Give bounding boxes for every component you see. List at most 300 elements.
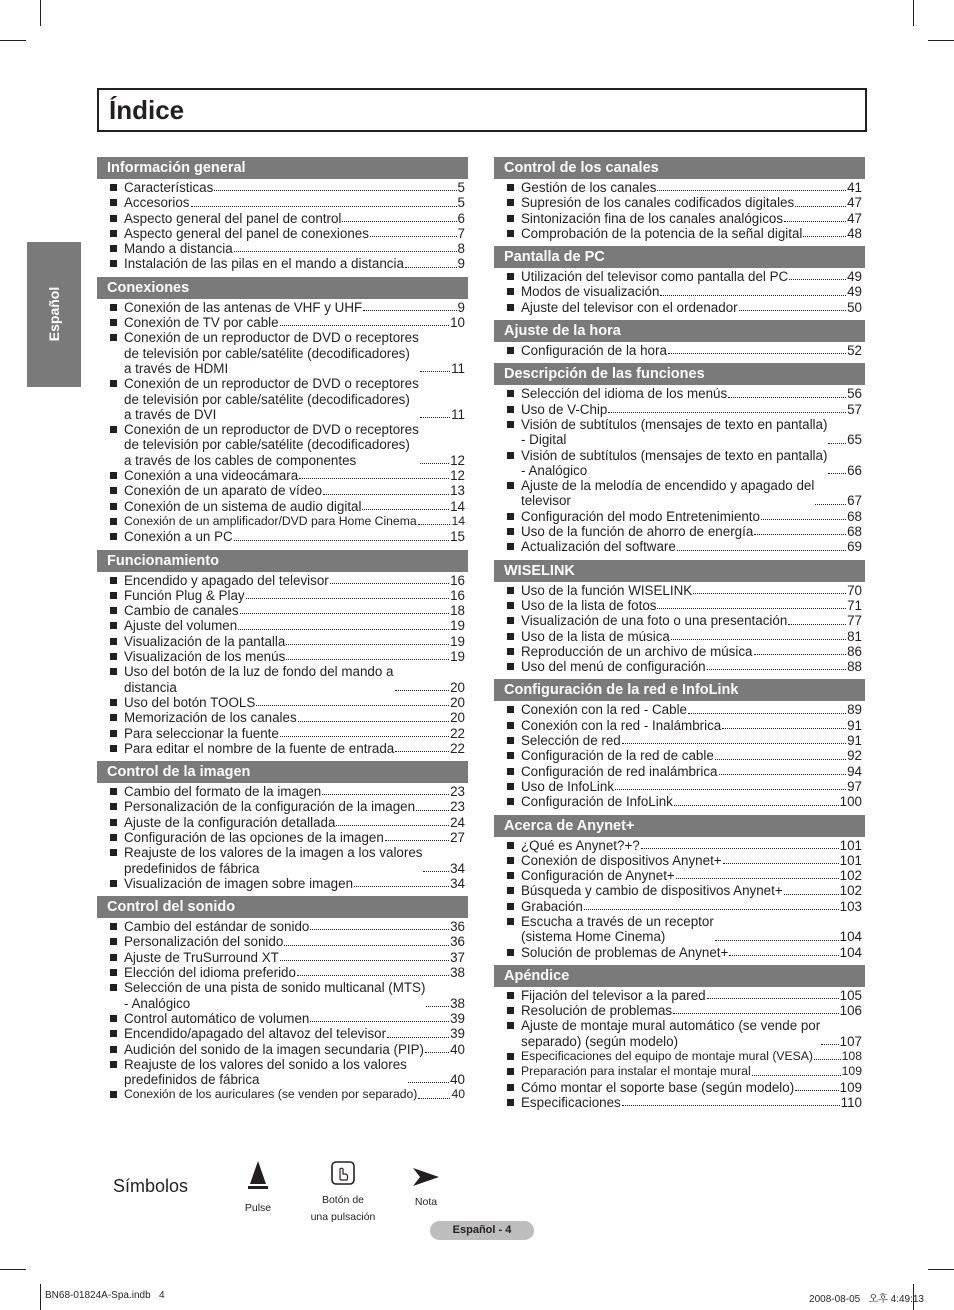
toc-entry bbox=[494, 764, 865, 779]
toc-entry bbox=[494, 269, 865, 284]
toc-entry-page: 103 bbox=[839, 898, 862, 914]
dot-leader bbox=[286, 659, 449, 660]
toc-entry-page: 9 bbox=[457, 299, 465, 315]
toc-list bbox=[494, 386, 865, 554]
toc-entry-title: Visualización de los menús bbox=[124, 649, 286, 665]
toc-entry-title: Selección de una pista de sonido multicanal (MTS) - Analógico bbox=[124, 980, 426, 1011]
toc-entry-title: Personalización de la configuración de la imagen bbox=[124, 799, 416, 815]
toc-entry bbox=[494, 583, 865, 598]
toc-entry bbox=[97, 256, 468, 271]
toc-entry-page: 20 bbox=[450, 679, 465, 695]
toc-entry-page: 109 bbox=[841, 1064, 862, 1079]
dot-leader bbox=[405, 267, 457, 268]
toc-entry-page: 70 bbox=[847, 582, 862, 598]
dot-leader bbox=[246, 598, 450, 599]
toc-entry bbox=[97, 376, 468, 422]
toc-entry bbox=[97, 710, 468, 725]
section-heading: Acerca de Anynet+ bbox=[494, 815, 865, 837]
toc-entry-title: Ajuste del televisor con el ordenador bbox=[521, 299, 738, 315]
note-arrow-icon bbox=[411, 1166, 441, 1188]
toc-entry-title: Para editar el nombre de la fuente de entrada bbox=[124, 740, 395, 756]
toc-entry-page: 47 bbox=[847, 210, 862, 226]
toc-entry-title: Conexión con la red - Cable bbox=[521, 702, 687, 718]
toc-entry-page: 14 bbox=[450, 498, 465, 514]
toc-entry bbox=[494, 883, 865, 898]
toc-entry-title: Conexión a un PC bbox=[124, 529, 233, 545]
toc-entry-page: 5 bbox=[457, 195, 465, 211]
dot-leader bbox=[297, 975, 449, 976]
page-title: Índice bbox=[109, 95, 185, 125]
toc-entry-title: Selección de red bbox=[521, 733, 621, 749]
toc-entry-title: Cambio del estándar de sonido bbox=[124, 919, 310, 935]
toc-entry bbox=[97, 588, 468, 603]
dot-leader bbox=[354, 886, 449, 887]
toc-entry-title: Reajuste de los valores del sonido a los valores predefinidos de fábrica bbox=[124, 1056, 407, 1088]
toc-entry-page: 89 bbox=[847, 702, 862, 718]
symbols-legend bbox=[113, 1160, 463, 1230]
dot-leader bbox=[688, 713, 846, 714]
toc-list bbox=[97, 573, 468, 757]
toc-entry-page: 19 bbox=[450, 618, 465, 634]
toc-section bbox=[494, 560, 865, 675]
toc-entry bbox=[97, 815, 468, 830]
toc-entry-page: 16 bbox=[450, 587, 465, 603]
toc-entry-page: 52 bbox=[847, 343, 862, 359]
toc-entry bbox=[494, 644, 865, 659]
toc-entry bbox=[97, 603, 468, 618]
toc-entry-title: Gestión de los canales bbox=[521, 180, 657, 195]
section-heading: Control de la imagen bbox=[97, 761, 468, 783]
section-heading: Descripción de las funciones bbox=[494, 363, 865, 385]
dot-leader bbox=[719, 774, 847, 775]
toc-entry-title: Encendido/apagado del altavoz del televisor bbox=[124, 1026, 387, 1042]
toc-entry bbox=[494, 853, 865, 868]
toc-entry-title: Uso del botón de la luz de fondo del mando a distancia bbox=[124, 664, 394, 695]
toc-entry-page: 57 bbox=[847, 401, 862, 417]
toc-entry-page: 104 bbox=[839, 929, 862, 945]
toc-left-column bbox=[97, 157, 468, 1108]
toc-entry-title: Configuración de la red de cable bbox=[521, 748, 714, 764]
toc-entry bbox=[97, 1042, 468, 1057]
toc-entry bbox=[494, 794, 865, 809]
toc-entry-page: 49 bbox=[847, 269, 862, 285]
dot-leader bbox=[828, 443, 846, 444]
dot-leader bbox=[728, 397, 846, 398]
dot-leader bbox=[298, 721, 449, 722]
toc-entry-page: 109 bbox=[839, 1079, 862, 1095]
toc-entry bbox=[97, 934, 468, 949]
toc-entry-page: 19 bbox=[450, 649, 465, 665]
toc-entry bbox=[494, 659, 865, 674]
footer-filename: BN68-01824A-Spa.indb 4 bbox=[45, 1290, 165, 1301]
dot-leader bbox=[673, 1013, 839, 1014]
toc-entry-page: 65 bbox=[847, 432, 862, 448]
toc-entry bbox=[494, 868, 865, 883]
toc-entry-title: Configuración de la hora bbox=[521, 343, 667, 359]
toc-entry bbox=[97, 315, 468, 330]
section-heading: Información general bbox=[97, 157, 468, 179]
dot-leader bbox=[707, 669, 846, 670]
dot-leader bbox=[420, 463, 449, 464]
language-label: Español bbox=[46, 286, 62, 342]
toc-entry bbox=[494, 988, 865, 1003]
toc-entry-title: Audición del sonido de la imagen secundaria (PIP) bbox=[124, 1041, 424, 1057]
dot-leader bbox=[286, 644, 449, 645]
toc-entry-page: 102 bbox=[839, 868, 862, 884]
dot-leader bbox=[821, 1044, 838, 1045]
toc-entry-page: 97 bbox=[847, 778, 862, 794]
toc-entry-title: Aspecto general del panel de conexiones bbox=[124, 225, 369, 241]
toc-entry bbox=[97, 1011, 468, 1026]
toc-entry bbox=[97, 980, 468, 1011]
dot-leader bbox=[693, 593, 846, 594]
toc-entry bbox=[97, 330, 468, 376]
toc-entry bbox=[494, 180, 865, 195]
toc-entry-title: Visualización de la pantalla bbox=[124, 633, 286, 649]
toc-entry-title: Conexión de un aparato de vídeo bbox=[124, 483, 323, 499]
dot-leader bbox=[657, 608, 846, 609]
toc-entry-title: Preparación para instalar el montaje mural bbox=[521, 1064, 751, 1079]
toc-entry bbox=[97, 499, 468, 514]
toc-entry-title: Configuración de red inalámbrica bbox=[521, 763, 718, 779]
crop-mark bbox=[928, 1269, 954, 1270]
toc-entry-page: 10 bbox=[450, 315, 465, 331]
toc-entry-title: Control automático de volumen bbox=[124, 1010, 310, 1026]
toc-entry-title: Instalación de las pilas en el mando a distancia bbox=[124, 256, 404, 272]
toc-entry-title: Ajuste de la configuración detallada bbox=[124, 814, 336, 830]
toc-entry-title: Visión de subtítulos (mensajes de texto en pantalla) - Digital bbox=[521, 416, 828, 448]
dot-leader bbox=[310, 1021, 449, 1022]
dot-leader bbox=[677, 550, 846, 551]
toc-entry bbox=[494, 1049, 865, 1064]
toc-section bbox=[97, 761, 468, 891]
toc-entry bbox=[494, 748, 865, 763]
dot-leader bbox=[336, 825, 449, 826]
crop-mark bbox=[40, 1284, 41, 1310]
toc-entry-page: 91 bbox=[847, 733, 862, 749]
dot-leader bbox=[754, 654, 847, 655]
dot-leader bbox=[426, 1006, 449, 1007]
toc-entry bbox=[97, 965, 468, 980]
toc-entry-title: Búsqueda y cambio de dispositivos Anynet+ bbox=[521, 883, 783, 899]
toc-entry-page: 12 bbox=[450, 468, 465, 484]
toc-entry-page: 6 bbox=[457, 210, 465, 226]
toc-entry-title: Cómo montar el soporte base (según modelo) bbox=[521, 1079, 795, 1095]
toc-entry-page: 105 bbox=[839, 987, 862, 1003]
footer-timestamp: 2008-08-05 오후 4:49:13 bbox=[809, 1294, 924, 1305]
toc-entry-title: Fijación del televisor a la pared bbox=[521, 987, 706, 1003]
toc-section bbox=[494, 965, 865, 1110]
toc-entry bbox=[494, 1095, 865, 1110]
toc-entry-page: 110 bbox=[840, 1094, 862, 1110]
toc-entry-title: Mando a distancia bbox=[124, 241, 233, 257]
section-heading: Ajuste de la hora bbox=[494, 320, 865, 342]
toc-entry bbox=[97, 529, 468, 544]
toc-section bbox=[97, 896, 468, 1103]
toc-list bbox=[494, 838, 865, 960]
toc-list bbox=[494, 583, 865, 675]
toc-entry-page: 102 bbox=[839, 883, 862, 899]
toc-entry-title: Uso de la lista de fotos bbox=[521, 597, 657, 613]
dot-leader bbox=[284, 945, 449, 946]
toc-entry-title: Uso de la función WISELINK bbox=[521, 582, 693, 598]
toc-entry bbox=[494, 598, 865, 613]
toc-entry bbox=[97, 876, 468, 891]
toc-entry bbox=[494, 195, 865, 210]
toc-entry-page: 104 bbox=[839, 944, 862, 960]
toc-entry-page: 36 bbox=[450, 919, 465, 935]
dot-leader bbox=[795, 206, 846, 207]
dot-leader bbox=[674, 805, 839, 806]
dot-leader bbox=[240, 613, 449, 614]
toc-entry bbox=[494, 386, 865, 401]
toc-entry-title: Especificaciones del equipo de montaje mural (VESA) bbox=[521, 1049, 813, 1064]
toc-entry-page: 40 bbox=[450, 1041, 465, 1057]
toc-entry-page: 91 bbox=[847, 717, 862, 733]
toc-right-column bbox=[494, 157, 865, 1115]
toc-entry bbox=[494, 1080, 865, 1095]
toc-entry-title: Uso de la lista de música bbox=[521, 628, 670, 644]
toc-entry-title: Conexión de un reproductor de DVD o receptores de televisión por cable/satélite (decodificadores) a través de HDMI bbox=[124, 330, 419, 376]
dot-leader bbox=[330, 583, 449, 584]
dot-leader bbox=[256, 705, 449, 706]
toc-entry-title: Especificaciones bbox=[521, 1094, 621, 1110]
toc-entry-title: Función Plug & Play bbox=[124, 587, 245, 603]
dot-leader bbox=[657, 190, 846, 191]
dot-leader bbox=[420, 371, 450, 372]
toc-entry bbox=[494, 478, 865, 509]
toc-entry bbox=[97, 514, 468, 529]
toc-entry-page: 19 bbox=[450, 633, 465, 649]
toc-entry bbox=[97, 300, 468, 315]
toc-entry-page: 18 bbox=[450, 603, 465, 619]
toc-entry-page: 68 bbox=[847, 524, 862, 540]
dot-leader bbox=[715, 759, 846, 760]
toc-entry-page: 107 bbox=[839, 1033, 862, 1049]
toc-entry-page: 37 bbox=[450, 949, 465, 965]
dot-leader bbox=[387, 1037, 449, 1038]
toc-list bbox=[494, 343, 865, 358]
toc-section bbox=[494, 679, 865, 809]
toc-entry-title: Aspecto general del panel de control bbox=[124, 210, 342, 226]
toc-entry-page: 40 bbox=[450, 1072, 465, 1088]
toc-entry-title: Comprobación de la potencia de la señal digital bbox=[521, 225, 803, 241]
toc-entry-title: Sintonización fina de los canales analógicos bbox=[521, 210, 784, 226]
toc-entry bbox=[494, 613, 865, 628]
toc-entry-title: Visión de subtítulos (mensajes de texto en pantalla) - Analógico bbox=[521, 447, 828, 478]
toc-entry bbox=[494, 914, 865, 945]
toc-entry-page: 81 bbox=[847, 628, 862, 644]
toc-entry-page: 49 bbox=[847, 284, 862, 300]
dot-leader bbox=[761, 519, 846, 520]
toc-list bbox=[97, 180, 468, 272]
toc-entry-title: Actualización del software bbox=[521, 539, 676, 555]
toc-entry-page: 20 bbox=[450, 710, 465, 726]
toc-entry bbox=[494, 718, 865, 733]
dot-leader bbox=[584, 909, 839, 910]
toc-section bbox=[494, 815, 865, 960]
toc-entry-page: 106 bbox=[839, 1003, 862, 1019]
toc-entry-page: 14 bbox=[451, 513, 465, 528]
toc-entry-title: Reproducción de un archivo de música bbox=[521, 643, 753, 659]
toc-entry bbox=[97, 211, 468, 226]
toc-section bbox=[494, 157, 865, 241]
toc-entry bbox=[97, 573, 468, 588]
toc-entry-page: 15 bbox=[450, 529, 465, 545]
toc-entry bbox=[97, 919, 468, 934]
toc-entry bbox=[97, 180, 468, 195]
page-number-badge: Español - 4 bbox=[430, 1221, 534, 1240]
toc-entry-title: Reajuste de los valores de la imagen a los valores predefinidos de fábrica bbox=[124, 845, 423, 876]
toc-entry bbox=[97, 422, 468, 468]
dot-leader bbox=[420, 417, 450, 418]
toc-list bbox=[97, 784, 468, 891]
dot-leader bbox=[395, 751, 449, 752]
dot-leader bbox=[723, 863, 839, 864]
section-heading: Apéndice bbox=[494, 965, 865, 987]
toc-entry-page: 22 bbox=[450, 740, 465, 756]
toc-entry-page: 67 bbox=[847, 493, 862, 509]
symbol-note-label: Nota bbox=[414, 1196, 438, 1208]
toc-entry-title: Modos de visualización bbox=[521, 284, 660, 300]
toc-section bbox=[97, 550, 468, 757]
dot-leader bbox=[234, 251, 457, 252]
page-title-box bbox=[97, 88, 867, 132]
toc-entry bbox=[97, 618, 468, 633]
toc-entry-page: 39 bbox=[450, 1010, 465, 1026]
toc-entry-title: Utilización del televisor como pantalla del PC bbox=[521, 269, 789, 285]
toc-entry-page: 8 bbox=[457, 241, 465, 257]
toc-entry bbox=[97, 483, 468, 498]
dot-leader bbox=[729, 955, 838, 956]
dot-leader bbox=[280, 325, 450, 326]
toc-section bbox=[494, 320, 865, 358]
toc-entry bbox=[494, 1064, 865, 1079]
dot-leader bbox=[676, 878, 839, 879]
toc-list bbox=[97, 300, 468, 545]
section-heading: Funcionamiento bbox=[97, 550, 468, 572]
dot-leader bbox=[622, 743, 846, 744]
dot-leader bbox=[641, 848, 839, 849]
toc-entry-page: 22 bbox=[450, 725, 465, 741]
toc-entry-title: Ajuste de TruSurround XT bbox=[124, 949, 279, 965]
toc-entry-page: 71 bbox=[847, 597, 862, 613]
pulse-icon bbox=[246, 1160, 270, 1194]
toc-entry bbox=[494, 1018, 865, 1049]
crop-mark bbox=[913, 0, 914, 26]
toc-entry bbox=[494, 779, 865, 794]
dot-leader bbox=[739, 310, 846, 311]
toc-entry-page: 24 bbox=[450, 814, 465, 830]
toc-entry-page: 101 bbox=[839, 852, 862, 868]
toc-entry bbox=[494, 629, 865, 644]
toc-entry bbox=[97, 664, 468, 695]
toc-entry-page: 68 bbox=[847, 508, 862, 524]
toc-entry bbox=[494, 945, 865, 960]
toc-entry-title: Visualización de imagen sobre imagen bbox=[124, 875, 354, 891]
toc-entry bbox=[494, 509, 865, 524]
one-touch-button-icon bbox=[330, 1160, 356, 1186]
toc-entry-title: ¿Qué es Anynet?+? bbox=[521, 837, 640, 853]
toc-entry-page: 27 bbox=[450, 829, 465, 845]
toc-entry bbox=[494, 417, 865, 448]
toc-entry bbox=[494, 402, 865, 417]
toc-list bbox=[494, 702, 865, 809]
dot-leader bbox=[322, 794, 449, 795]
dot-leader bbox=[425, 1052, 449, 1053]
dot-leader bbox=[828, 473, 846, 474]
toc-entry bbox=[494, 284, 865, 299]
toc-entry-page: 5 bbox=[457, 180, 465, 195]
toc-entry bbox=[97, 741, 468, 756]
dot-leader bbox=[363, 310, 456, 311]
toc-entry bbox=[97, 468, 468, 483]
symbol-one-touch-label-1: Botón de bbox=[321, 1194, 365, 1206]
dot-leader bbox=[814, 1059, 841, 1060]
dot-leader bbox=[707, 998, 839, 999]
toc-entry bbox=[97, 1026, 468, 1041]
toc-entry bbox=[494, 524, 865, 539]
dot-leader bbox=[299, 478, 449, 479]
dot-leader bbox=[362, 509, 449, 510]
toc-entry-title: Elección del idioma preferido bbox=[124, 965, 296, 981]
toc-entry-page: 66 bbox=[847, 462, 862, 478]
toc-entry-page: 40 bbox=[451, 1087, 465, 1102]
toc-entry-page: 16 bbox=[450, 572, 465, 588]
toc-entry-page: 39 bbox=[450, 1026, 465, 1042]
toc-entry-title: Conexión de dispositivos Anynet+ bbox=[521, 852, 722, 868]
dot-leader bbox=[671, 639, 846, 640]
symbol-note bbox=[403, 1166, 449, 1211]
toc-entry-title: Ajuste del volumen bbox=[124, 618, 238, 634]
language-side-tab bbox=[27, 242, 81, 387]
toc-entry-page: 36 bbox=[450, 934, 465, 950]
crop-mark bbox=[0, 40, 26, 41]
toc-entry-title: Memorización de los canales bbox=[124, 710, 297, 726]
toc-entry-page: 34 bbox=[450, 860, 465, 876]
toc-entry-title: Conexión con la red - Inalámbrica bbox=[521, 717, 722, 733]
toc-entry-page: 69 bbox=[847, 539, 862, 555]
toc-entry bbox=[97, 634, 468, 649]
toc-entry-page: 101 bbox=[839, 837, 862, 853]
toc-entry bbox=[494, 300, 865, 315]
toc-entry-page: 77 bbox=[847, 613, 862, 629]
toc-entry-title: Accesorios bbox=[124, 195, 190, 211]
toc-entry-page: 11 bbox=[451, 406, 465, 422]
toc-entry-page: 100 bbox=[839, 794, 862, 810]
toc-entry-title: Uso del botón TOOLS bbox=[124, 694, 256, 710]
dot-leader bbox=[423, 871, 449, 872]
toc-entry-title: Visualización de una foto o una presentación bbox=[521, 613, 788, 629]
dot-leader bbox=[191, 206, 457, 207]
dot-leader bbox=[668, 353, 846, 354]
toc-entry bbox=[97, 950, 468, 965]
toc-entry-page: 56 bbox=[847, 386, 862, 402]
toc-entry-title: Uso de V-Chip bbox=[521, 401, 608, 417]
toc-entry-title: Resolución de problemas bbox=[521, 1003, 673, 1019]
toc-entry-page: 34 bbox=[450, 875, 465, 891]
toc-entry-title: Configuración de InfoLink bbox=[521, 794, 673, 810]
toc-entry-page: 50 bbox=[847, 299, 862, 315]
toc-entry-title: Configuración de las opciones de la imagen bbox=[124, 829, 384, 845]
toc-entry-title: Conexión de un reproductor de DVD o receptores de televisión por cable/satélite (decodificadores) a través de DVI bbox=[124, 376, 419, 422]
section-heading: Configuración de la red e InfoLink bbox=[494, 679, 865, 701]
toc-entry-page: 20 bbox=[450, 694, 465, 710]
toc-entry-page: 47 bbox=[847, 195, 862, 211]
dot-leader bbox=[234, 540, 449, 541]
toc-entry-page: 23 bbox=[450, 799, 465, 815]
toc-entry bbox=[494, 899, 865, 914]
